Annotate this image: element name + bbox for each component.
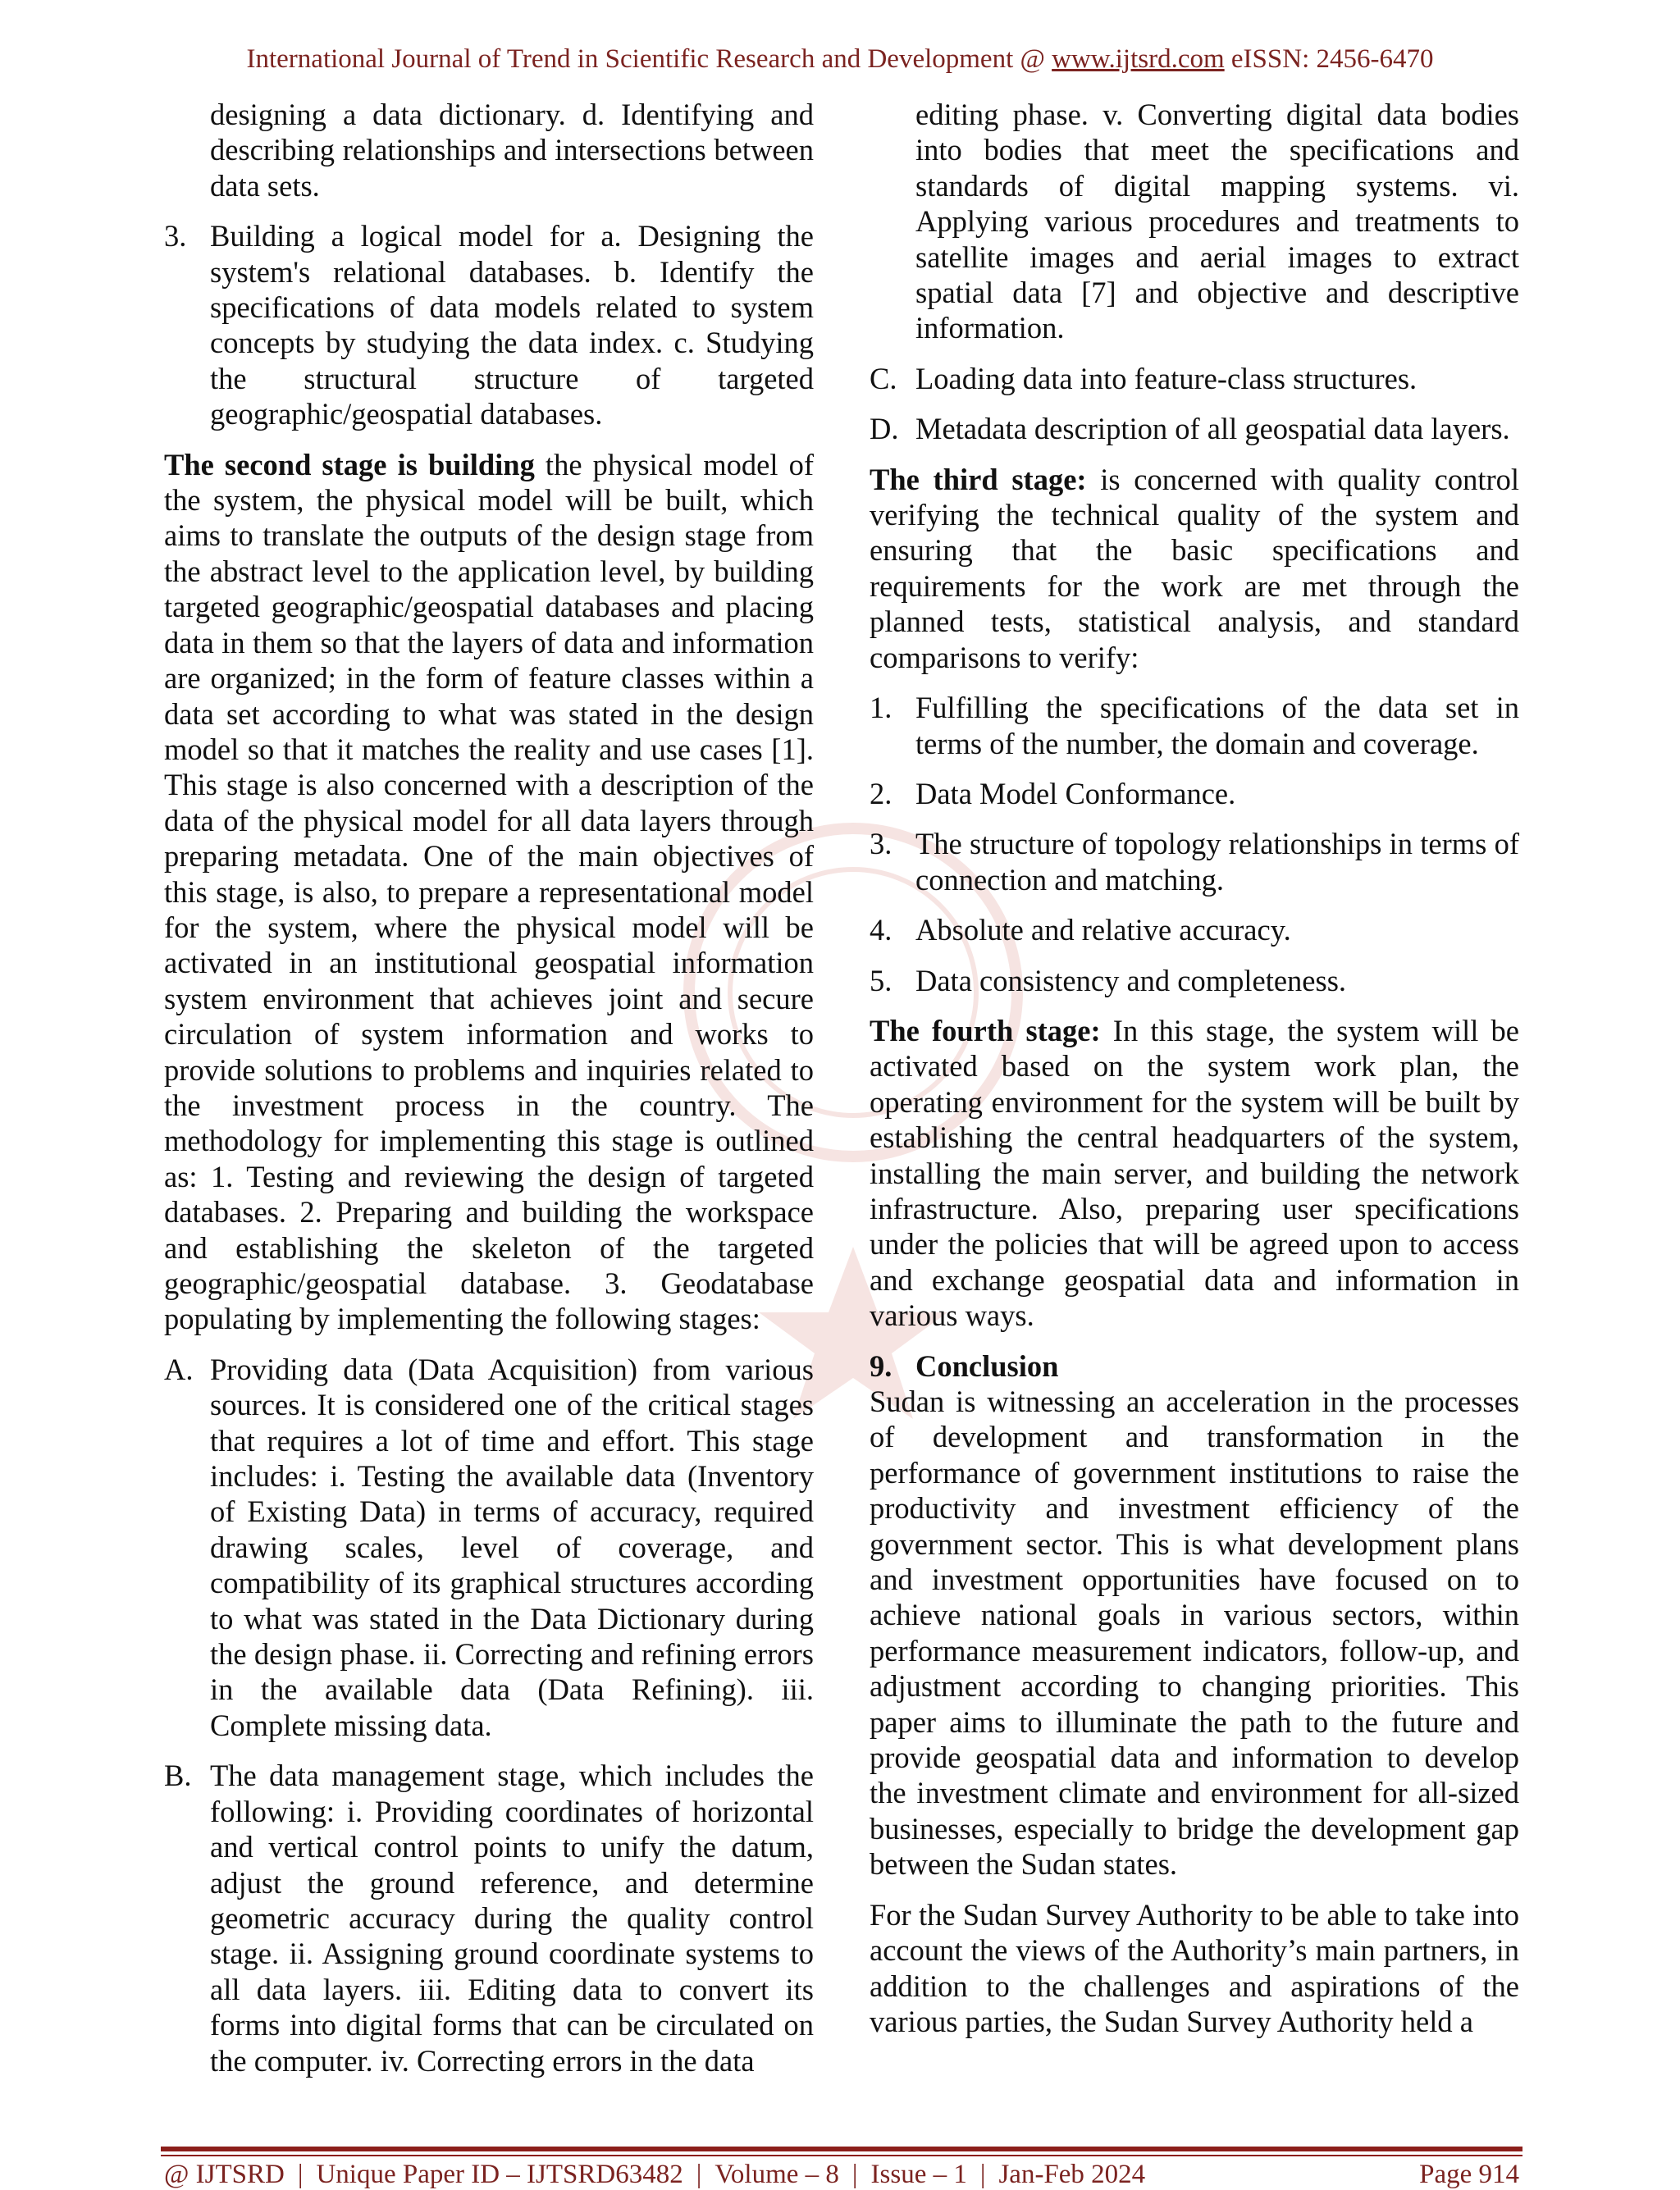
list-item	[870, 690, 1519, 761]
header-prefix: International Journal of Trend in Scientific Research and Development @	[246, 44, 1052, 74]
left-column	[164, 97, 814, 2093]
paragraph-conclusion-2: For the Sudan Survey Authority to be able to take into account the views of the Authority’s main partners, in addition to the challenges and aspirations of the various parties, the Sudan Survey Authority held a	[870, 1897, 1519, 2038]
list-item-text: The structure of topology relationships in terms of connection and matching.	[915, 827, 1519, 897]
list-continuation: designing a data dictionary. d. Identifying and describing relationships and intersections between data sets.	[210, 98, 814, 203]
list-item	[870, 912, 1519, 947]
list-marker: 4.	[870, 913, 892, 947]
list-item	[870, 963, 1519, 998]
footer-date: Jan-Feb 2024	[998, 2160, 1146, 2189]
paragraph-third-stage	[870, 462, 1519, 675]
list-item-text: Metadata description of all geospatial data layers.	[915, 412, 1510, 446]
footer-rule-thick	[161, 2147, 1522, 2151]
list-marker: 1.	[870, 691, 892, 725]
footer-journal: @ IJTSRD	[164, 2160, 285, 2189]
footer-rule-thin	[161, 2155, 1522, 2156]
footer-separator: |	[696, 2160, 702, 2189]
paragraph-text: is concerned with quality control verifying the technical quality of the system and ensuring that the basic specifications and requirements for the work are met through the planned tests, statistical analysis, and standard comparisons to verify:	[870, 462, 1520, 674]
list-marker: 2.	[870, 776, 892, 810]
footer-separator: |	[851, 2160, 858, 2189]
list-marker: B.	[164, 1759, 192, 1793]
footer-meta	[164, 2160, 1145, 2190]
list-item-text: Data Model Conformance.	[915, 776, 1236, 810]
footer-page-number: Page 914	[1419, 2160, 1519, 2189]
header-suffix: eISSN: 2456-6470	[1224, 44, 1434, 74]
footer-paper-id: Unique Paper ID – IJTSRD63482	[316, 2160, 683, 2189]
section-number: 9.	[870, 1348, 892, 1383]
paragraph-text: the physical model of the system, the physical model will be built, which aims to translate the outputs of the design stage from the abstract level to the application level, by building targeted geographic/geospatial databases and placing data in them so that the layers of data and information are organized; in the form of feature classes within a data set according to what was stated in the design model so that it matches the reality and use cases [1]. This stage is also concerned with a description of the data of the physical model for all data layers through preparing metadata. One of the main objectives of this stage, is also, to prepare a representational model for the system, where the physical model will be activated in an institutional geospatial information system environment that achieves joint and secure circulation of system information and works to provide solutions to problems and inquiries related to the investment process in the country. The methodology for implementing this stage is outlined as: 1. Testing and reviewing the design of targeted databases. 2. Preparing and building the workspace and establishing the skeleton of the targeted geographic/geospatial database. 3. Geodatabase populating by implementing the following stages:	[164, 447, 814, 1336]
list-item	[870, 826, 1519, 897]
list-item-text: Loading data into feature-class structures.	[915, 361, 1418, 395]
paragraph-lead: The second stage is building	[164, 447, 535, 481]
footer-separator: |	[297, 2160, 304, 2189]
list-marker: A.	[164, 1352, 194, 1386]
list-item-c	[870, 361, 1519, 396]
footer-issue: Issue – 1	[870, 2160, 967, 2189]
journal-url-link[interactable]: www.ijtsrd.com	[1052, 44, 1225, 74]
paragraph-lead: The fourth stage:	[870, 1013, 1101, 1047]
paragraph-fourth-stage	[870, 1013, 1519, 1334]
paragraph-conclusion-1: Sudan is witnessing an acceleration in the processes of development and transformation in the performance of government institutions to raise the productivity and investment efficiency of the government sector. This is what development plans and investment opportunities have focused on to achieve national goals in various sectors, within performance measurement indicators, follow-up, and adjustment according to changing priorities. This paper aims to illuminate the path to the future and provide geospatial data and information to develop the investment climate and environment for all-sized businesses, especially to bridge the development gap between the Sudan states.	[870, 1385, 1519, 1882]
footer-volume: Volume – 8	[714, 2160, 839, 2189]
running-header	[0, 44, 1680, 75]
list-item-text: The data management stage, which includes the following: i. Providing coordinates of horizontal and vertical control points to unify the datum, adjust the ground reference, and determine geometric accuracy during the quality control stage. ii. Assigning ground coordinate systems to all data layers. iii. Editing data to convert its forms into digital forms that can be circulated on the computer. iv. Correcting errors in the data	[210, 1759, 814, 2078]
list-continuation: editing phase. v. Converting digital data bodies into bodies that meet the specifications and standards of digital mapping systems. vi. Applying various procedures and treatments to satellite images and aerial images to extract spatial data [7] and objective and descriptive information.	[915, 98, 1519, 345]
list-item-a	[164, 1352, 814, 1743]
list-marker: 3.	[870, 827, 892, 861]
footer-separator: |	[979, 2160, 986, 2189]
list-item	[870, 776, 1519, 811]
list-item-b	[164, 1758, 814, 2078]
list-marker: C.	[870, 361, 897, 395]
paragraph-second-stage	[164, 447, 814, 1337]
list-item-text: Absolute and relative accuracy.	[915, 913, 1291, 947]
list-item-text: Building a logical model for a. Designing the system's relational databases. b. Identify the specifications of data models related to system concepts by studying the data index. c. Studying the structural structure of targeted geographic/geospatial databases.	[210, 219, 814, 431]
list-marker: 3.	[164, 219, 187, 253]
paragraph-lead: The third stage:	[870, 462, 1087, 496]
list-item-text: Fulfilling the specifications of the data set in terms of the number, the domain and coverage.	[915, 691, 1519, 760]
list-item-text: Providing data (Data Acquisition) from various sources. It is considered one of the critical stages that requires a lot of time and effort. This stage includes: i. Testing the available data (Inventory of Existing Data) in terms of accuracy, required drawing scales, level of coverage, and compatibility of its graphical structures according to what was stated in the Data Dictionary during the design phase. ii. Correcting and refining errors in the available data (Data Refining). iii. Complete missing data.	[210, 1352, 814, 1742]
list-marker: D.	[870, 412, 899, 446]
section-heading-conclusion	[870, 1348, 1519, 1384]
list-item-text: Data consistency and completeness.	[915, 963, 1347, 997]
list-item-3	[164, 218, 814, 431]
list-item-d	[870, 411, 1519, 446]
right-column	[870, 97, 1519, 2054]
paragraph-text: In this stage, the system will be activated based on the system work plan, the operating environment for the system will be built by establishing the central headquarters of the system, installing the main server, and building the network infrastructure. Also, preparing user specifications under the policies that will be agreed upon to access and exchange geospatial data and information in various ways.	[870, 1013, 1519, 1333]
running-footer	[164, 2160, 1519, 2190]
section-title: Conclusion	[915, 1348, 1059, 1383]
list-marker: 5.	[870, 963, 892, 997]
